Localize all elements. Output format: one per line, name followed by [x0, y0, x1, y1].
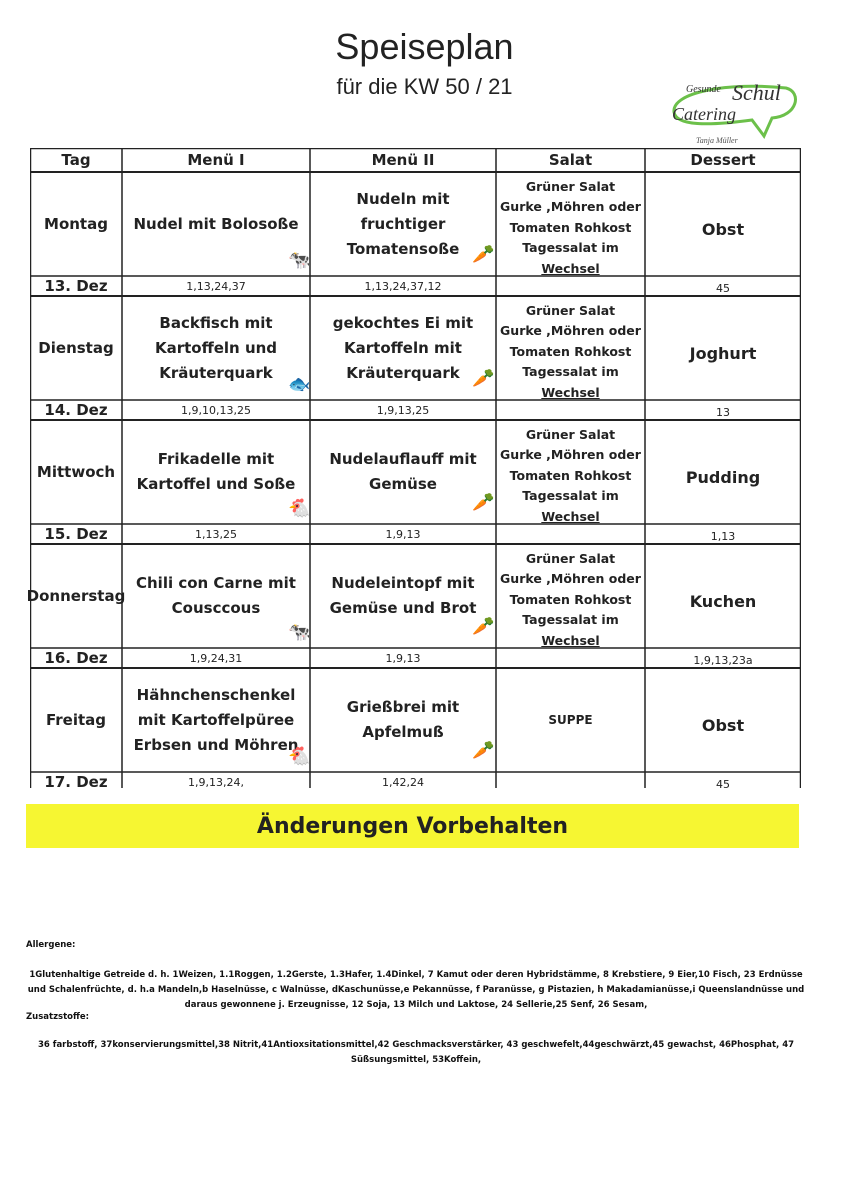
salad-line: Wechsel: [541, 384, 600, 400]
day-date-label: 17. Dez: [44, 773, 108, 791]
salad-cell: [496, 420, 645, 532]
menu1-dish-line: Nudel mit Bolosoße: [133, 214, 299, 233]
salad-line: Tomaten Rohkost: [509, 591, 632, 607]
notice-text: Änderungen Vorbehalten: [256, 813, 569, 839]
column-header: [30, 148, 122, 172]
menu1-allergen-codes-text: 1,13,25: [195, 527, 237, 541]
day-name-label: Montag: [44, 215, 108, 233]
fish-icon: 🐟: [288, 374, 311, 395]
menu1-dish-line: Kräuterquark: [159, 363, 273, 382]
menu1-dish: [122, 420, 310, 524]
day-name-label: Donnerstag: [26, 587, 126, 605]
dessert-cell: [645, 306, 801, 400]
menu1-dish: [122, 668, 310, 772]
column-header-label: Salat: [548, 151, 593, 169]
column-header: [496, 148, 645, 172]
menu2-dish-line: Nudeln mit: [356, 189, 450, 208]
day-name-label: Mittwoch: [36, 463, 116, 481]
salad-line: Grüner Salat: [525, 302, 616, 318]
menu2-dish: [310, 296, 496, 400]
menu1-allergen-codes-text: 1,9,13,24,: [188, 775, 244, 789]
menu2-dish-line: Kräuterquark: [346, 363, 460, 382]
menu1-dish-line: Backfisch mit: [159, 313, 273, 332]
salad-line: Tomaten Rohkost: [509, 343, 632, 359]
menu2-allergen-codes-text: 1,42,24: [382, 775, 424, 789]
menu1-dish-line: Kartoffel und Soße: [136, 475, 296, 493]
menu1-dish-text: [133, 212, 298, 237]
catering-logo: [668, 82, 802, 152]
menu1-dish-line: Erbsen und Möhren: [133, 735, 299, 754]
vegetable-icon: 🥕: [472, 740, 495, 761]
menu2-dish-line: Gemüse: [369, 475, 437, 493]
logo-text-line4: Tanja Müller: [696, 136, 738, 145]
salad-line: Wechsel: [541, 632, 600, 648]
salad-text: [500, 301, 641, 404]
day-name-label: Dienstag: [38, 339, 114, 357]
salad-line: Gurke ,Möhren oder: [500, 323, 641, 339]
menu1-dish-text: [136, 571, 296, 621]
dessert-cell: [645, 554, 801, 648]
column-header-label: Menü II: [371, 151, 435, 169]
allergens-title: Allergene:: [26, 940, 76, 950]
menu2-dish: [310, 420, 496, 524]
day-name: [30, 420, 122, 524]
dessert-cell: [645, 678, 801, 772]
menu2-dish-line: Gemüse und Brot: [329, 599, 477, 617]
page-subtitle: für die KW 50 / 21: [336, 74, 513, 99]
dessert-allergen-codes: [645, 648, 801, 668]
salad-text: [500, 549, 641, 652]
salad-line: Wechsel: [541, 508, 600, 524]
menu2-allergen-codes-text: 1,9,13: [385, 527, 421, 541]
menu2-allergen-codes: [310, 276, 496, 296]
menu2-dish-line: Apfelmuß: [362, 723, 444, 741]
day-date-label: 16. Dez: [44, 649, 108, 667]
menu1-dish-text: [155, 311, 277, 386]
dessert-cell: [645, 182, 801, 276]
dessert-allergen-codes-text: 1,13: [710, 529, 736, 543]
day-date-label: 14. Dez: [44, 401, 108, 419]
menu1-allergen-codes: [122, 400, 310, 420]
menu2-allergen-codes: [310, 524, 496, 544]
menu1-allergen-codes: [122, 524, 310, 544]
additives-line-1: 36 farbstoff, 37konservierungsmittel,38 Nitrit,41Antioxsitationsmittel,42 Geschmacksverstärker, 43 geschwefelt,44geschwärzt,45 gewachst, 46Phosphat, 47: [37, 1040, 795, 1050]
page-title: Speiseplan: [335, 26, 514, 67]
menu1-dish-line: Chili con Carne mit: [136, 574, 296, 592]
salad-text: [500, 425, 641, 528]
menu2-dish-line: Kartoffeln mit: [344, 338, 462, 357]
logo-text-line1: Gesunde: [686, 84, 721, 95]
menu2-dish-text: [329, 447, 476, 497]
dessert-allergen-codes: [645, 772, 801, 792]
menu1-allergen-codes: [122, 276, 310, 296]
menu1-dish: [122, 544, 310, 648]
menu2-dish-text: [347, 695, 459, 745]
menu1-dish: [122, 172, 310, 276]
menu2-dish-line: Nudeleintopf mit: [331, 574, 475, 592]
salad-line: Gurke ,Möhren oder: [500, 447, 641, 463]
day-name: [30, 668, 122, 772]
dessert-text: Joghurt: [689, 343, 757, 363]
column-header: [310, 148, 496, 172]
cow-icon: 🐄: [288, 250, 311, 271]
salad-line: Wechsel: [541, 260, 600, 276]
dessert-allergen-codes: [645, 524, 801, 544]
vegetable-icon: 🥕: [472, 244, 495, 265]
column-header-label: Tag: [61, 151, 91, 169]
chicken-icon: 🐔: [288, 498, 311, 519]
dessert-cell: [645, 430, 801, 524]
menu2-dish-line: Tomatensoße: [346, 239, 460, 258]
column-header: [122, 148, 310, 172]
vegetable-icon: 🥕: [472, 492, 495, 513]
allergens-line-2: und Schalenfrüchte, d. h.a Mandeln,b Haselnüsse, c Walnüsse, dKaschunüsse,e Pekannüsse, f Paranüsse, g Pistazien, h Makadamianüsse,i Queenslandnüsse und: [27, 985, 805, 995]
dessert-allergen-codes: [645, 276, 801, 296]
day-name: [30, 172, 122, 276]
dessert-allergen-codes-text: 45: [716, 777, 730, 791]
day-date-label: 15. Dez: [44, 525, 108, 543]
salad-text: SUPPE: [548, 713, 593, 727]
menu2-allergen-codes: [310, 772, 496, 792]
column-header-label: Dessert: [690, 151, 756, 169]
salad-line: Grüner Salat: [525, 178, 616, 194]
menu2-allergen-codes: [310, 400, 496, 420]
salad-line: Grüner Salat: [525, 426, 616, 442]
cow-icon: 🐄: [288, 622, 311, 643]
menu2-dish-line: Grießbrei mit: [346, 698, 460, 716]
salad-line: Gurke ,Möhren oder: [500, 571, 641, 587]
menu2-dish-line: Nudelauflauff mit: [329, 450, 477, 468]
menu1-allergen-codes-text: 1,9,10,13,25: [181, 403, 251, 417]
salad-line: Gurke ,Möhren oder: [500, 199, 641, 215]
day-date: [30, 400, 122, 420]
menu2-dish: [310, 544, 496, 648]
column-header-label: Menü I: [187, 151, 245, 169]
salad-line: Tagessalat im: [522, 612, 619, 628]
menu1-dish: [122, 296, 310, 400]
menu1-dish-line: Hähnchenschenkel: [136, 685, 296, 704]
allergens-line-1: 1Glutenhaltige Getreide d. h. 1Weizen, 1.1Roggen, 1.2Gerste, 1.3Hafer, 1.4Dinkel, 7 Kamut oder deren Hybridstämme, 8 Krebstiere, 9 Eier,10 Fisch, 23 Erdnüsse: [29, 970, 803, 980]
additives-line-2: Süßsungsmittel, 53Koffein,: [350, 1055, 482, 1065]
dessert-text: Obst: [701, 715, 745, 735]
day-date-label: 13. Dez: [44, 277, 108, 295]
dessert-text: Kuchen: [689, 591, 757, 611]
salad-line: Grüner Salat: [525, 550, 616, 566]
logo-text-line3: Catering: [672, 104, 737, 124]
salad-line: Tomaten Rohkost: [509, 467, 632, 483]
day-name: [26, 544, 126, 648]
vegetable-icon: 🥕: [472, 368, 495, 389]
salad-text: [500, 177, 641, 280]
day-date: [30, 648, 122, 668]
menu1-allergen-codes: [122, 772, 310, 792]
salad-line: Tagessalat im: [522, 488, 619, 504]
menu2-allergen-codes-text: 1,13,24,37,12: [364, 279, 442, 293]
menu1-allergen-codes-text: 1,9,24,31: [189, 651, 243, 665]
dessert-allergen-codes-text: 45: [716, 281, 730, 295]
allergens-line-3: daraus gewonnene j. Erzeugnisse, 12 Soja, 13 Milch und Laktose, 24 Sellerie,25 Senf, 26 Sesam,: [184, 1000, 648, 1010]
day-name-label: Freitag: [45, 711, 107, 729]
menu1-dish-text: [134, 683, 299, 758]
additives-title: Zusatzstoffe:: [26, 1012, 90, 1022]
menu1-allergen-codes: [122, 648, 310, 668]
chicken-icon: 🐔: [288, 746, 311, 767]
menu1-dish-line: Frikadelle mit: [157, 450, 275, 468]
dessert-allergen-codes-text: 1,9,13,23a: [693, 653, 753, 667]
day-date: [30, 772, 122, 792]
salad-cell: [496, 544, 645, 656]
menu2-dish-line: gekochtes Ei mit: [332, 313, 474, 332]
menu2-dish: [310, 668, 496, 772]
day-date: [30, 524, 122, 544]
menu1-dish-line: Kartoffeln und: [154, 338, 278, 357]
salad-cell: [496, 296, 645, 408]
salad-line: Tagessalat im: [522, 364, 619, 380]
menu2-dish: [310, 172, 496, 276]
menu2-dish-line: fruchtiger: [360, 214, 446, 233]
salad-cell: [496, 172, 645, 284]
menu2-allergen-codes-text: 1,9,13,25: [376, 403, 430, 417]
dessert-text: Obst: [701, 219, 745, 239]
menu1-dish-text: [137, 447, 296, 497]
day-date: [30, 276, 122, 296]
menu-table: [26, 148, 801, 791]
menu2-allergen-codes-text: 1,9,13: [385, 651, 421, 665]
menu1-dish-line: Cousccous: [171, 599, 261, 617]
dessert-allergen-codes: [645, 400, 801, 420]
column-header: [645, 148, 801, 172]
menu2-dish-text: [330, 571, 477, 621]
salad-line: Tagessalat im: [522, 240, 619, 256]
notice-banner: [26, 804, 799, 848]
dessert-allergen-codes-text: 13: [716, 405, 730, 419]
menu1-dish-line: mit Kartoffelpüree: [137, 710, 295, 729]
salad-line: Tomaten Rohkost: [509, 219, 632, 235]
menu2-dish-text: [347, 187, 460, 262]
salad-cell: [496, 668, 645, 772]
menu2-allergen-codes: [310, 648, 496, 668]
menu2-dish-text: [333, 311, 473, 386]
vegetable-icon: 🥕: [472, 616, 495, 637]
menu1-allergen-codes-text: 1,13,24,37: [186, 279, 246, 293]
logo-text-line2: Schul: [732, 80, 781, 105]
dessert-text: Pudding: [685, 467, 761, 487]
day-name: [30, 296, 122, 400]
